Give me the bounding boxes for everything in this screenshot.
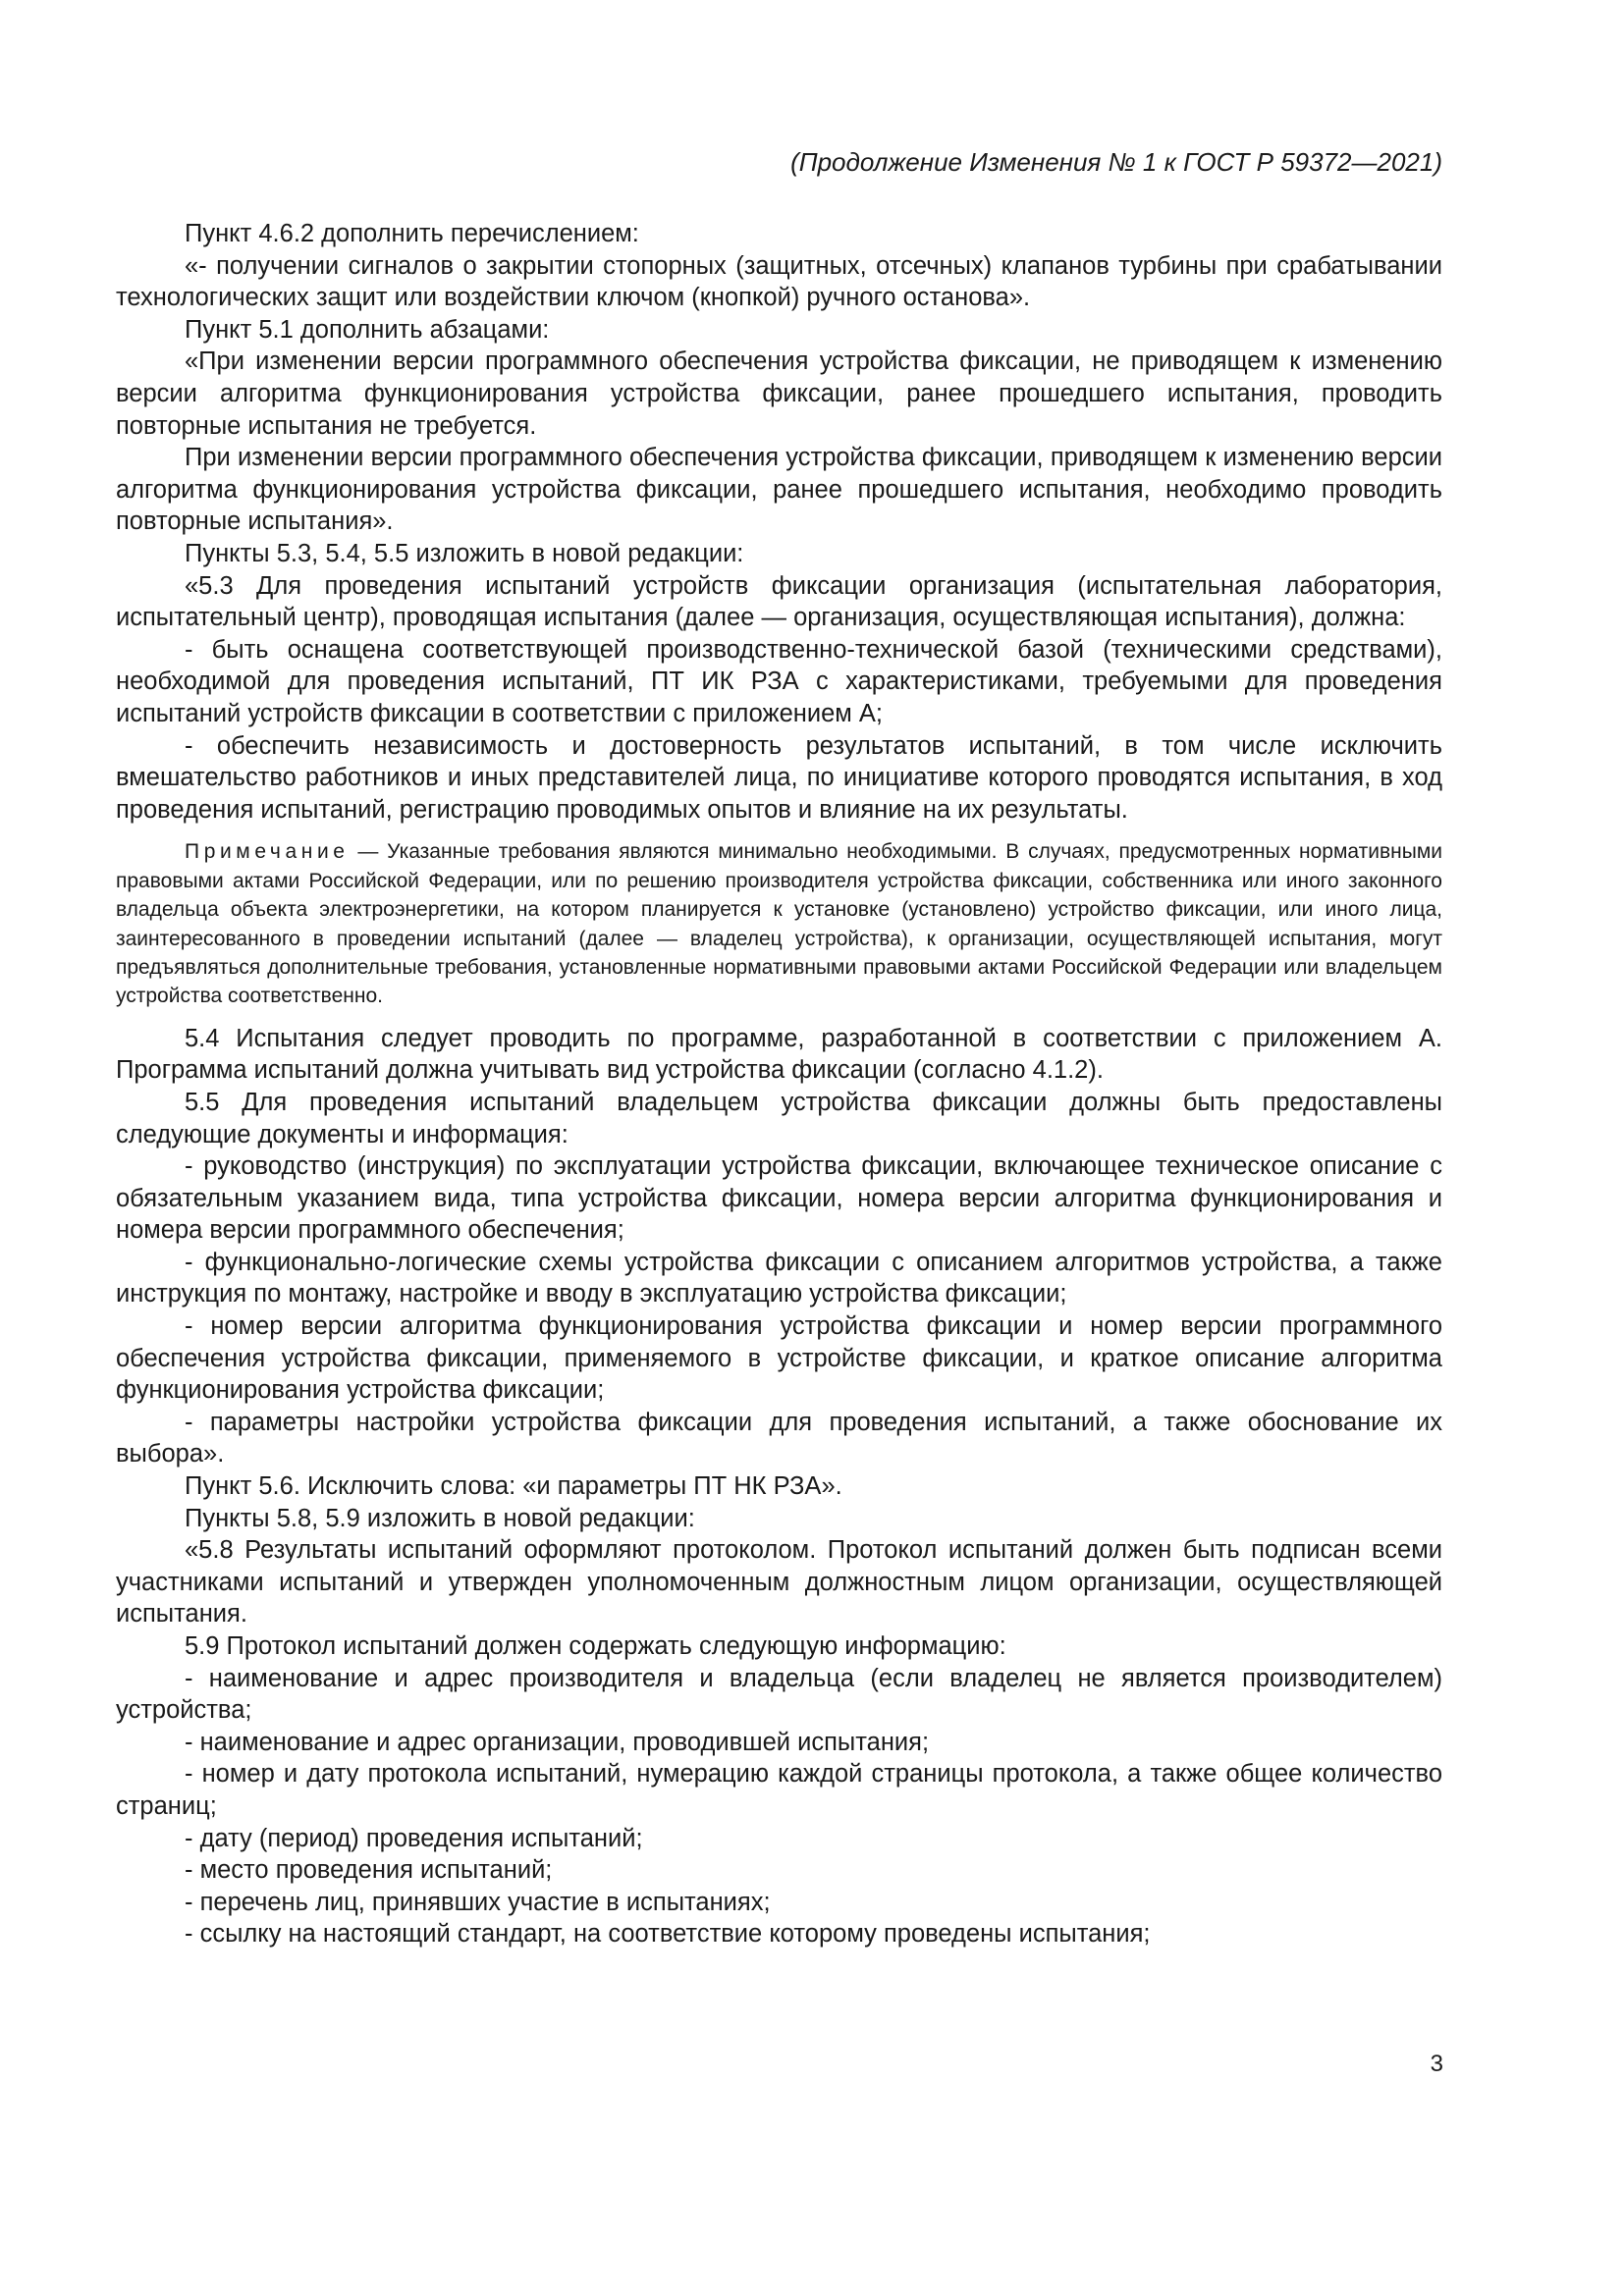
note-text: — Указанные требования являются минимально необходимыми. В случаях, предусмотренных нормативными правовыми актами Российской Федерации, или по решению производителя устройства фиксации, собственника или иного законного владельца объекта электроэнергетики, на котором планируется к установке (установлено) устройство фиксации, или иного лица, заинтересованного в проведении испытаний (далее — владелец устройства), к организации, осуществляющей испытания, могут предъявляться дополнительные требования, установленные нормативными правовыми актами Российской Федерации или владельцем устройства соответственно. <box>116 840 1442 1008</box>
paragraph: - функционально-логические схемы устройства фиксации с описанием алгоритмов устройства, а также инструкция по монтажу, настройке и вводу в эксплуатацию устройства фиксации; <box>116 1248 1442 1308</box>
paragraph: - номер версии алгоритма функционирования устройства фиксации и номер версии программного обеспечения устройства фиксации, применяемого в устройстве фиксации, и краткое описание алгоритма функционирования устройства фиксации; <box>116 1312 1442 1405</box>
paragraph: Пункт 4.6.2 дополнить перечислением: <box>185 220 639 247</box>
paragraph: 5.5 Для проведения испытаний владельцем устройства фиксации должны быть предоставлены следующие документы и информация: <box>116 1088 1442 1148</box>
paragraph: - дату (период) проведения испытаний; <box>185 1824 643 1852</box>
body-section-bottom <box>116 1023 1442 1950</box>
body-section-top <box>116 218 1442 826</box>
paragraph: - номер и дату протокола испытаний, нумерацию каждой страницы протокола, а также общее количество страниц; <box>116 1760 1442 1820</box>
paragraph: Пункты 5.8, 5.9 изложить в новой редакции: <box>185 1504 695 1532</box>
paragraph: - наименование и адрес производителя и владельца (если владелец не является производителем) устройства; <box>116 1664 1442 1725</box>
paragraph: - место проведения испытаний; <box>185 1856 553 1885</box>
paragraph: - ссылку на настоящий стандарт, на соответствие которому проведены испытания; <box>185 1920 1151 1949</box>
paragraph: - наименование и адрес организации, проводившей испытания; <box>185 1728 930 1756</box>
paragraph: - параметры настройки устройства фиксации для проведения испытаний, а также обоснование их выбора». <box>116 1408 1442 1468</box>
paragraph: - быть оснащена соответствующей производственно-технической базой (техническими средствами), необходимой для проведения испытаний, ПТ ИК РЗА с характеристиками, требуемыми для проведения испытаний устройств фиксации в соответствии с приложением А; <box>116 635 1442 727</box>
paragraph: - обеспечить независимость и достоверность результатов испытаний, в том числе исключить вмешательство работников и иных представителей лица, по инициативе которого проводятся испытания, в ход проведения испытаний, регистрацию проводимых опытов и влияние на их результаты. <box>116 731 1442 824</box>
running-header: (Продолжение Изменения № 1 к ГОСТ Р 59372—2021) <box>790 147 1442 177</box>
paragraph: «При изменении версии программного обеспечения устройства фиксации, не приводящем к изменению версии алгоритма функционирования устройства фиксации, ранее прошедшего испытания, проводить повторные испытания не требуется. <box>116 347 1442 440</box>
paragraph: Пункт 5.1 дополнить абзацами: <box>185 315 550 344</box>
paragraph: - перечень лиц, принявших участие в испытаниях; <box>185 1888 771 1916</box>
note-block <box>116 837 1442 1010</box>
paragraph: «5.8 Результаты испытаний оформляют протоколом. Протокол испытаний должен быть подписан всеми участниками испытаний и утвержден уполномоченным должностным лицом организации, осуществляющей испытания. <box>116 1536 1442 1629</box>
paragraph: - руководство (инструкция) по эксплуатации устройства фиксации, включающее техническое описание с обязательным указанием вида, типа устройства фиксации, номера версии алгоритма функционирования и номера версии программного обеспечения; <box>116 1152 1442 1245</box>
paragraph: 5.9 Протокол испытаний должен содержать следующую информацию: <box>185 1632 1006 1660</box>
paragraph: Пункт 5.6. Исключить слова: «и параметры ПТ НК РЗА». <box>185 1472 842 1501</box>
paragraph: Пункты 5.3, 5.4, 5.5 изложить в новой редакции: <box>185 539 744 567</box>
document-page <box>116 145 1442 1950</box>
paragraph: «- получении сигналов о закрытии стопорных (защитных, отсечных) клапанов турбины при срабатывании технологических защит или воздействии ключом (кнопкой) ручного останова». <box>116 251 1442 312</box>
page-number: 3 <box>1430 2051 1443 2077</box>
paragraph: При изменении версии программного обеспечения устройства фиксации, приводящем к изменению версии алгоритма функционирования устройства фиксации, ранее прошедшего испытания, необходимо проводить повторные испытания». <box>116 444 1442 536</box>
paragraph: 5.4 Испытания следует проводить по программе, разработанной в соответствии с приложением А. Программа испытаний должна учитывать вид устройства фиксации (согласно 4.1.2). <box>116 1024 1442 1085</box>
note-label: Примечание <box>185 840 350 864</box>
note-paragraph <box>116 837 1442 1010</box>
paragraph: «5.3 Для проведения испытаний устройств фиксации организация (испытательная лаборатория, испытательный центр), проводящая испытания (далее — организация, осуществляющая испытания), должна: <box>116 571 1442 632</box>
